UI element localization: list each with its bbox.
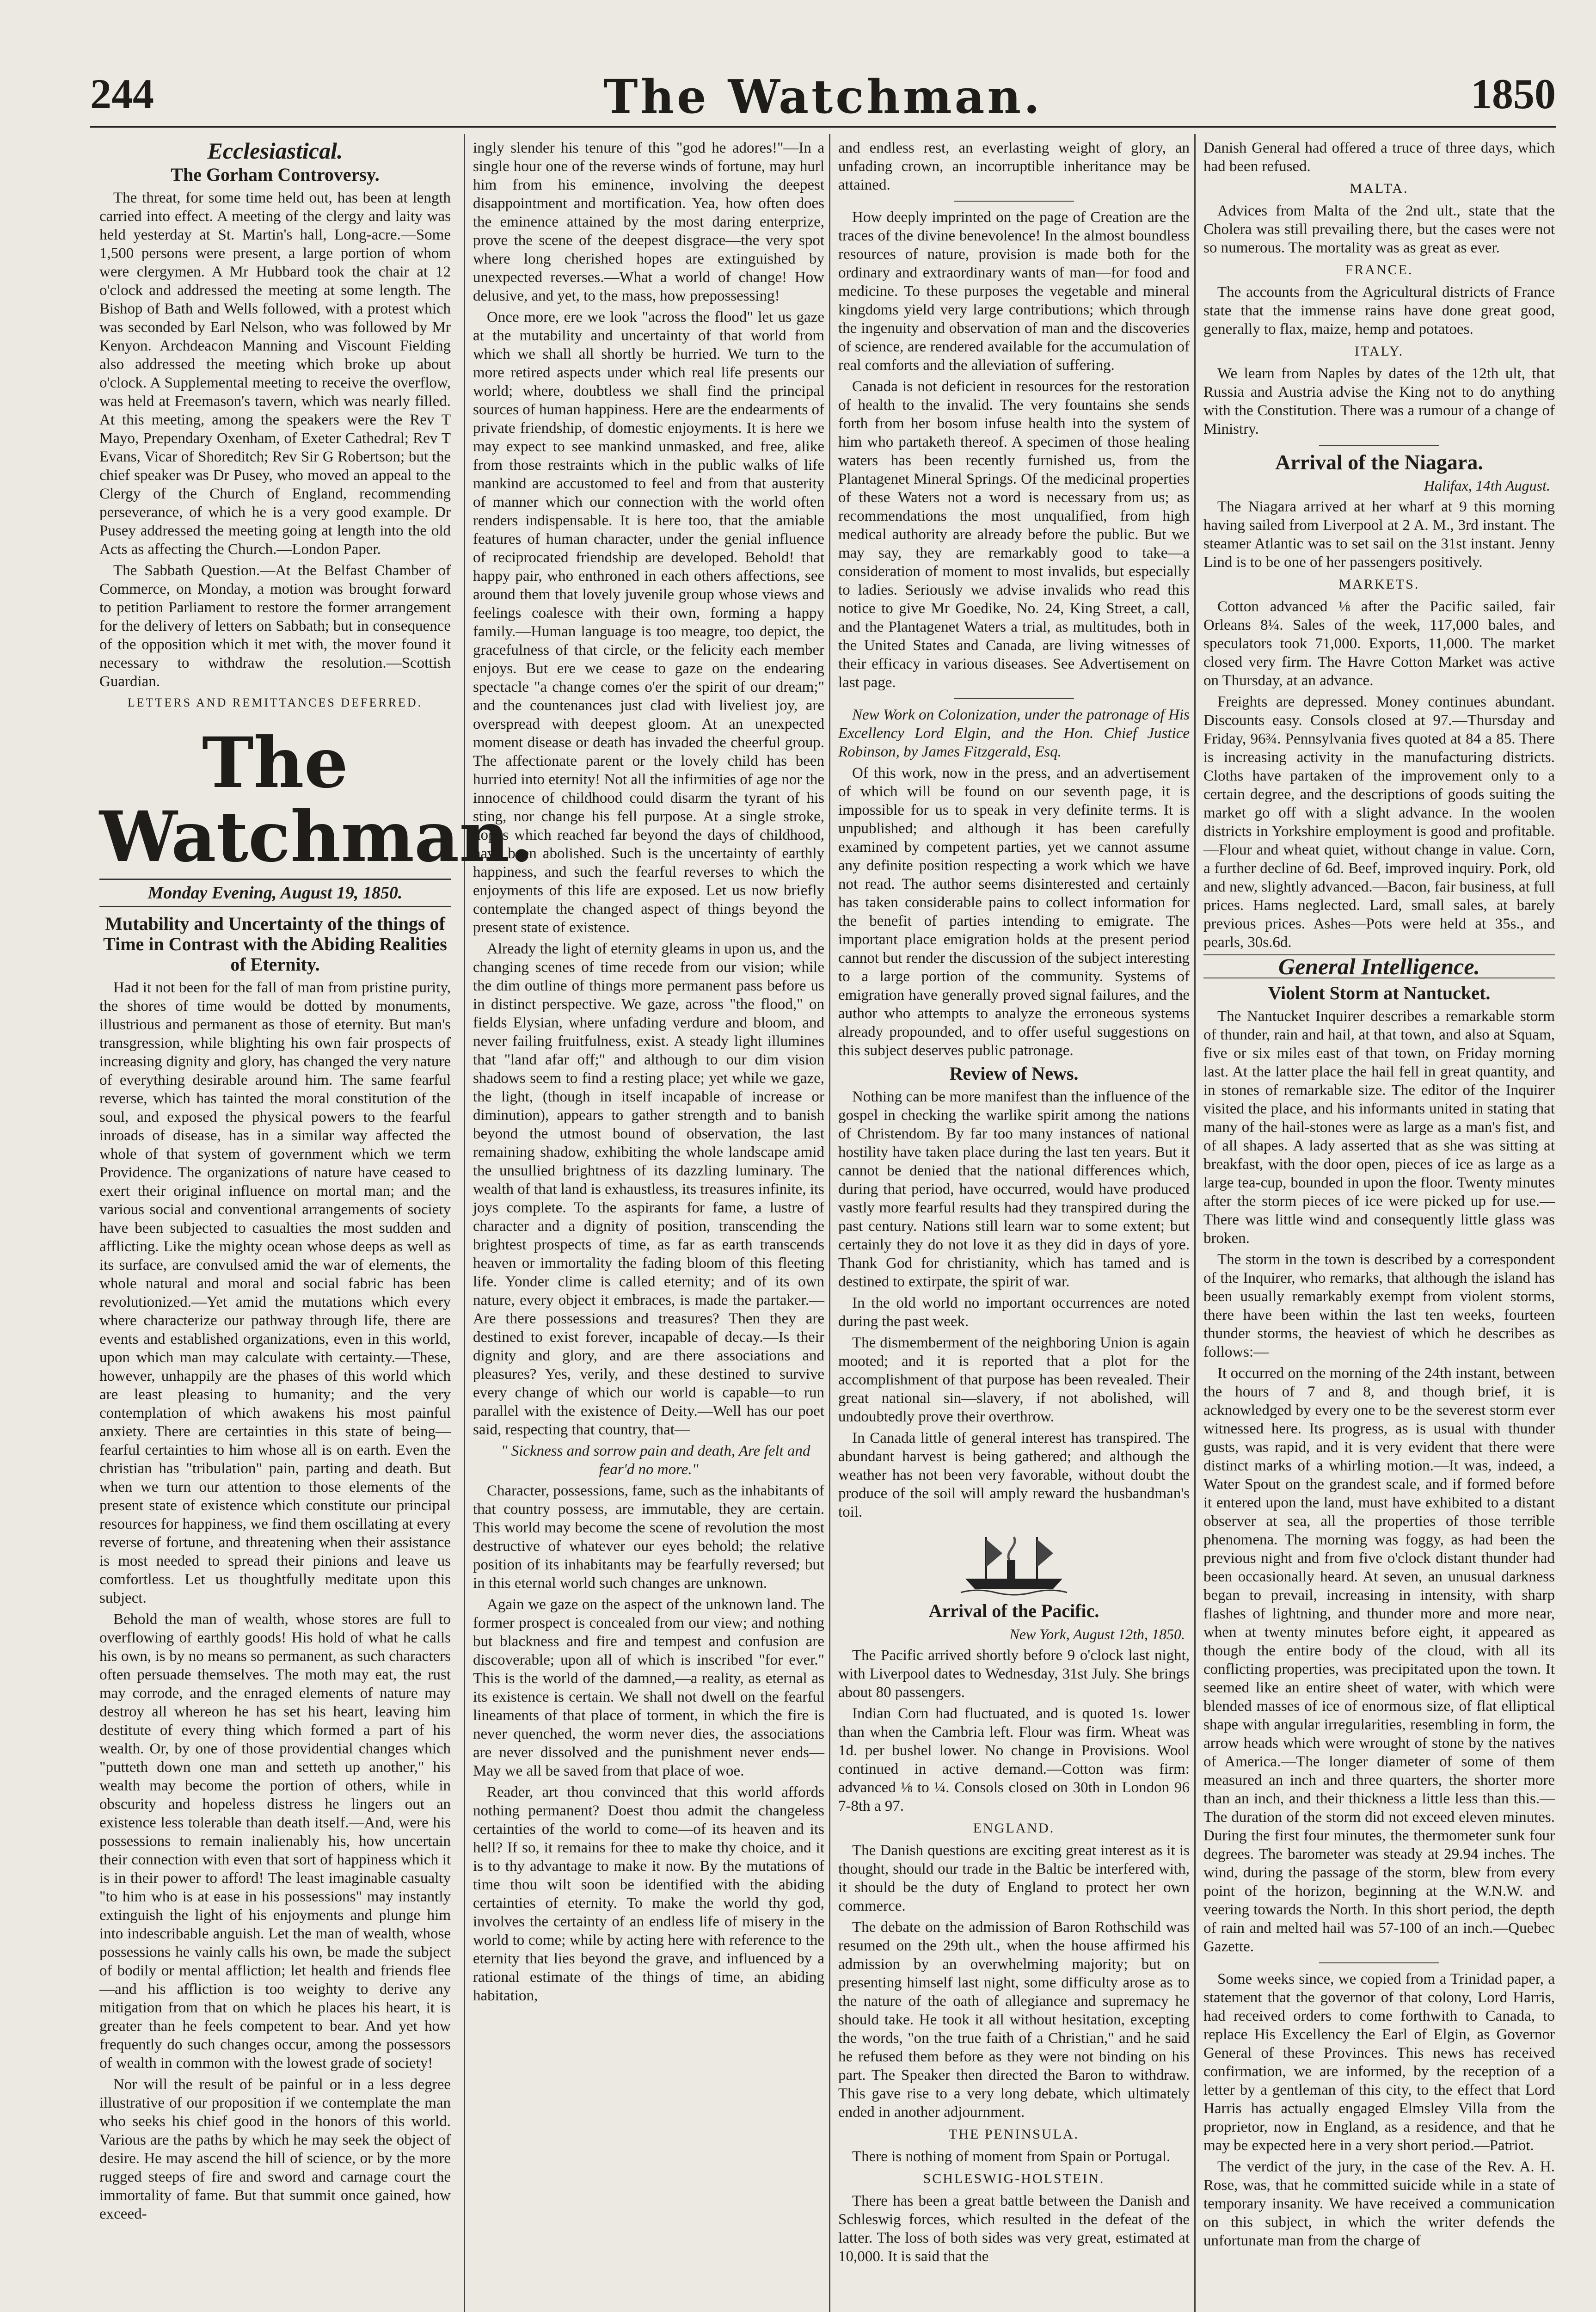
section-title: Ecclesiastical. (207, 138, 343, 164)
divider (1319, 1962, 1439, 1963)
masthead-rule (90, 126, 1556, 128)
masthead (90, 69, 1556, 129)
column-divider (464, 134, 465, 2312)
editorial-paragraph: Character, possessions, fame, such as the inhabitants of that country possess, are immutable, they are certain. This world may become the scene of revolution the most destructive of whatever our eyes behold; the relative position of its inhabitants may be fearfully reversed; but in this eternal world such changes are unknown. (473, 1482, 824, 1592)
subheading: THE PENINSULA. (949, 2127, 1079, 2142)
subheading: ITALY. (1354, 344, 1404, 359)
subheading: MARKETS. (1338, 577, 1420, 592)
article-text: The Sabbath Question.—At the Belfast Chamber of Commerce, on Monday, a motion was brought forward to petition Parliament to restore the former arrangement for the delivery of letters on Sabbath; but in consequence of the opposition which it met with, the mover found it necessary to withdraw the resolution.—Scottish Guardian. (99, 562, 451, 690)
article-text: The verdict of the jury, in the case of the Rev. A. H. Rose, was, that he committed suicide while in a state of temporary insanity. We have received a communication on this subject, in which the writer defends the unfortunate man from the charge of (1203, 2158, 1555, 2249)
divider (954, 698, 1074, 699)
column-4 (1203, 139, 1555, 2253)
article-text: The debate on the admission of Baron Rothschild was resumed on the 29th ult., when the house affirmed his admission by an overwhelming majority; but on presenting himself last night, some difficulty arose as to the nature of the oath of allegiance and supremacy he should take. He took it all without hesitation, excepting the words, "on the true faith of a Christian," and he said he refused them before as they were not binding on his part. The Speaker then directed the Baron to withdraw. This gave rise to a very long debate, which ultimately ended in another adjournment. (838, 1919, 1190, 2121)
issue-dateline: Monday Evening, August 19, 1850. (99, 879, 451, 907)
column-divider (1194, 134, 1196, 2312)
notice: LETTERS AND REMITTANCES DEFERRED. (127, 696, 423, 709)
article-text: How deeply imprinted on the page of Creation are the traces of the divine benevolence! In the almost boundless resources of nature, provision is made both for the ordinary and extraordinary wants of man—for food and medicine. To these purposes the vegetable and mineral kingdoms yield very large contributions; which through the ingenuity and observation of man and the discoveries of science, are rendered available for the accumulation of real comforts and the alleviation of suffering. (838, 209, 1190, 374)
article-text: The Pacific arrived shortly before 9 o'clock last night, with Liverpool dates to Wednesday, 31st July. She brings about 80 passengers. (838, 1647, 1190, 1701)
column-2 (473, 139, 824, 2008)
page-number: 244 (90, 70, 154, 117)
subheading: FRANCE. (1345, 262, 1413, 277)
article-text: The accounts from the Agricultural districts of France state that the immense rains have done great good, generally to flax, maize, hemp and potatoes. (1203, 284, 1555, 338)
article-heading: The Gorham Controversy. (171, 164, 380, 185)
article-text: It occurred on the morning of the 24th instant, between the hours of 7 and 8, and though brief, it is acknowledged by every one to be the severest storm ever witnessed here. Its progress, as is usual with thunder gusts, was rapid, and it is very evident that there were distinct marks of a whirling motion.—It was, indeed, a Water Spout on the grandest scale, and if formed before it entered upon the land, must have exhibited to a distant observer at sea, all the properties of those terrible phenomena. The morning was foggy, as had been the previous night and from five o'clock distant thunder had been occasionally heard. At seven, an unusual darkness began to prevail, increasing in intensity, with sharp flashes of lightning, and thunder more and more near, when at twenty minutes before eight, it appeared as though the entire body of the cloud, with all its conflicting properties, was precipitated upon the town. It seemed like an entire sheet of water, with which were blended masses of ice of enormous size, of flat elliptical shape with angular irregularities, resembling in form, the arrow heads which were wrought of stone by the natives of America.—The longer diameter of some of them measured an inch and three quarters, the shorter more than an inch, and their thickness a little less than this.—The duration of the storm did not exceed eleven minutes. During the first four minutes, the thermometer sunk four degrees. The barometer was steady at 29.94 inches. The wind, during the passage of the storm, blew from every point of the horizon, beginning at the W.N.W. and veering towards the North. In this short period, the depth of rain and melted hail was 57-100 of an inch.—Quebec Gazette. (1203, 1365, 1555, 1955)
editorial-paragraph: Reader, art thou convinced that this world affords nothing permanent? Doest thou admit the changeless certainties of the world to come—of its heaven and its hell? If so, it remains for thee to make thy choice, and it is to thy advantage to make it now. By the mutations of time thou wilt soon be identified with the abiding certainties of eternity. To make the world thy god, involves the certainty of an endless life of misery in the world to come; while by acting here with reference to the eternity that lies beyond the grave, and influenced by a rational estimate of the things of time, an abiding habitation, (473, 1784, 824, 2004)
article-text: In the old world no important occurrences are noted during the past week. (838, 1295, 1190, 1330)
editorial-paragraph: Already the light of eternity gleams in upon us, and the changing scenes of time recede from our vision; while the dim outline of things more permanent pass before us in distinct perspective. We gaze, across "the flood," on fields Elysian, where unfading verdure and bloom, and never failing fruitfulness, exist. A steady light illumines that "land afar off;" and although to our dim vision shadows seem to find a resting place; yet while we gaze, the light, (though in itself incapable of increase or diminution), appears to gather strength and to banish beyond the utmost bound of observation, the last remaining shadow, exhibiting the whole landscape amid the unsullied brightness of its dazzling luminary. The wealth of that land is exhaustless, its treasures infinite, its joys complete. To the aspirants for fame, a lustre of character and a dignity of position, transcending the brightest prospects of time, as far as earth transcends heaven or immortality the fading bloom of this fleeting life. Yonder clime is called eternity; and of its own nature, every object it embraces, is made the partaker.—Are there possessions and treasures? Then they are destined to exist forever, incapable of decay.—Is their dignity and glory, and are there associations and pleasures? Yes, verily, and these destined to survive every change of which our world is capable—to run parallel with the existence of Deity.—Well has our poet said, respecting that country, that— (473, 941, 824, 1438)
editorial-paragraph: and endless rest, an everlasting weight of glory, an unfading crown, an incorruptible inheritance may be attained. (838, 140, 1190, 193)
section-title: General Intelligence. (1203, 954, 1555, 978)
masthead-title: The Watchman. (603, 69, 1043, 124)
subheading: MALTA. (1350, 181, 1409, 196)
editorial-paragraph: Had it not been for the fall of man from pristine purity, the shores of time would be dotted by monuments, illustrious and permanent as those of eternity. But man's transgression, while blighting his own fair prospects of increasing dignity and glory, has changed the very nature of everything desirable around him. The same fearful reverse, which has tainted the moral constitution of the soul, and exposed the physical powers to the fearful inroads of disease, has in a similar way affected the whole of that system of government which we term Providence. The organizations of nature have ceased to exert their original influence on mortal man; and the various social and conventional arrangements of society have been subjected to casualties the most sudden and afflicting. Like the mighty ocean whose deeps as well as its surface, are convulsed amid the war of elements, the whole natural and moral and social fabric has been revolutionized.—Yet amid the mutations which every where characterize our pathway through life, there are events and established organizations, even in this world, upon which man may calculate with certainty.—These, however, unhappily are the phases of this world which are least pleasing to humanity; and the very contemplation of which awakens his most painful anxiety. There are certainties in this state of being—fearful certainties to him whose all is on earth. Even the christian has "tribulation" pain, parting and death. But when we turn our attention to those elements of the present state of existence which constitute our principal resources for happiness, we find them oscillating at every reverse of fortune, and threatening when their assistance is most needed to spread their pinions and leave us comfortless. Let us thoughtfully meditate upon this subject. (99, 979, 451, 1606)
article-text: There is nothing of moment from Spain or Portugal. (852, 2148, 1171, 2165)
article-text: Indian Corn had fluctuated, and is quoted 1s. lower than when the Cambria left. Flour was firm. Wheat was 1d. per bushel lower. No change in Provisions. Wool continued in active demand.—Cotton was firm: advanced ⅛ to ¼. Consols closed on 30th in London 96 7-8th a 97. (838, 1705, 1190, 1814)
article-text: In Canada little of general interest has transpired. The abundant harvest is being gathered; and although the weather has not been very favorable, without doubt the produce of the soil will amply reward the husbandman's toil. (838, 1430, 1190, 1520)
article-text: Advices from Malta of the 2nd ult., state that the Cholera was still prevailing there, but the cases were not so numerous. The mortality was as great as ever. (1203, 203, 1555, 256)
subheading: ENGLAND. (973, 1820, 1055, 1836)
editorial-paragraph: Behold the man of wealth, whose stores are full to overflowing of earthly goods! His hold of what he calls his own, is by no means so permanent, as such characters often persuade themselves. The moth may eat, the rust may corrode, and the enraged elements of nature may destroy all whereon he has set his heart, leaving him destitute of every thing which formed a part of his wealth. Or, by one of those providential changes which "putteth down one man and setteth up another," his wealth may become the portion of others, while in obscurity and hopeless distress he lingers out an existence less tolerable than death itself.—And, were his possessions to remain inalienably his, how uncertain their connection with even that sort of happiness which it is in their power to afford! The least imaginable casualty "to him who is at ease in his possessions" may instantly extinguish the light of his enjoyments and plunge him into indescribable anguish. Let the man of wealth, whose possessions he vainly calls his own, be made the subject of bodily or mental affliction; let health and friends flee—and his affliction is too weighty to derive any mitigation from that on which he places his heart, it is greater than he feels competent to bear. And yet how frequently do such changes occur, among the possessors of wealth in common with the lowest grade of society! (99, 1611, 451, 2072)
article-text: The threat, for some time held out, has been at length carried into effect. A meeting of the clergy and laity was held yesterday at St. Martin's hall, Long-acre.—Some 1,500 persons were present, a large portion of whom were clergymen. A Mr Hubbard took the chair at 12 o'clock and addressed the meeting at some length. The Bishop of Bath and Wells followed, with a protest which was seconded by Earl Nelson, who was followed by Mr Kenyon. Archdeacon Manning and Viscount Fielding also addressed the meeting which broke up about o'clock. A Supplemental meeting to receive the overflow, was held at Freemason's tavern, which was nearly filled. At this meeting, among the speakers were the Rev T Mayo, Prependary Oxenham, of Exeter Cathedral; Rev T Evans, Vicar of Shoreditch; Rev Sir G Robertson; but the chief speaker was Dr Pusey, who moved an appeal to the Clergy of the Church of England, recommending perseverance, of which he is a very good example. Dr Pusey addressed the meeting going at length into the old Acts as affecting the Church.—London Paper. (99, 190, 451, 558)
article-text: There has been a great battle between the Danish and Schleswig forces, which resulted in the defeat of the latter. The loss of both sides was very great, estimated at 10,000. It is said that the (838, 2193, 1190, 2265)
article-text: The Nantucket Inquirer describes a remarkable storm of thunder, rain and hail, at that town, and also at Squam, five or six miles east of that town, on Friday morning last. At the latter place the hail fell in great quantity, and in stones of remarkable size. The editor of the Inquirer visited the place, and his informants united in stating that many of the hail-stones were as large as a man's fist, and of all shapes. A lady asserted that as she was sitting at breakfast, with the door open, pieces of ice as large as a large tea-cup, bounded in upon the floor. Twenty minutes after the storm pieces of ice were picked up for use.—There was little wind and consequently little glass was broken. (1203, 1008, 1555, 1247)
article-dateline: New York, August 12th, 1850. (1009, 1626, 1185, 1642)
article-heading: New Work on Colonization, under the patronage of His Excellency Lord Elgin, and the Hon. Chief Justice Robinson, by James Fitzgerald, Esq. (838, 707, 1190, 760)
article-text: Freights are depressed. Money continues abundant. Discounts easy. Consols closed at 97.—Thursday and Friday, 96¾. Pennsylvania fives quoted at 84 a 85. There is increasing activity in the manufacturing districts. Cloths have partaken of the improvement only to a certain degree, and the descriptions of goods suiting the market go off with a slight advance. In the woolen districts in Yorkshire employment is good and profitable.—Flour and wheat quiet, without change in value. Corn, a further decline of 6d. Beef, improved inquiry. Pork, old and new, slightly advanced.—Bacon, fair business, at full prices. Hams neglected. Lard, small sales, at barely previous prices. Ashes—Pots were held at 35s., and pearls, 30s.6d. (1203, 694, 1555, 951)
column-3 (838, 139, 1190, 2269)
article-text: Cotton advanced ⅛ after the Pacific sailed, fair Orleans 8¼. Sales of the week, 117,000 bales, and speculators took 71,000. Exports, 11,000. The market closed very firm. The Havre Cotton Market was active on Thursday, at an advance. (1203, 598, 1555, 689)
poem-quote: " Sickness and sorrow pain and death, Are felt and fear'd no more." (501, 1443, 810, 1478)
article-text: The Niagara arrived at her wharf at 9 this morning having sailed from Liverpool at 2 A. M., 3rd instant. The steamer Atlantic was to set sail on the 31st instant. Jenny Lind is to be one of her passengers positively. (1203, 498, 1555, 571)
article-text: Of this work, now in the press, and an advertisement of which will be found on our seventh page, it is impossible for us to speak in very definite terms. It is unpublished; and although it has been carefully examined by competent parties, yet we cannot assume any definite position respecting a work which we have not read. The author seems disinterested and certainly has taken considerable pains to collect information for the benefit of parties intending to emigrate. The important place emigration holds at the present period cannot but render the discussion of the subject interesting to a large portion of the community. Systems of emigration have generally proved signal failures, and the author who attempts to analyze the erroneous systems already propounded, and to offer useful suggestions on this subject deserves public patronage. (838, 765, 1190, 1059)
divider (954, 201, 1074, 202)
article-text: We learn from Naples by dates of the 12th ult, that Russia and Austria advise the King not to do anything with the Constitution. There was a rumour of a change of Ministry. (1203, 365, 1555, 437)
article-heading: Arrival of the Niagara. (1275, 450, 1483, 474)
column-1 (99, 138, 534, 2226)
article-text: The storm in the town is described by a correspondent of the Inquirer, who remarks, that although the island has been usually remarkably exempt from violent storms, there have been within the last ten weeks, fourteen thunder storms, the heaviest of which he describes as follows:— (1203, 1251, 1555, 1360)
article-heading: Violent Storm at Nantucket. (1268, 983, 1491, 1003)
article-text: The Danish questions are exciting great interest as it is thought, should our trade in the Baltic be interfered with, it should be the duty of England to protect her own commerce. (838, 1842, 1190, 1914)
divider (1319, 445, 1439, 446)
paper-title: The Watchman. (99, 722, 534, 878)
steamship-icon (958, 1528, 1069, 1597)
article-text: Nothing can be more manifest than the influence of the gospel in checking the warlike spirit among the nations of Christendom. By far too many instances of national hostility have taken place during the last ten years. But it cannot be denied that the national differences which, during that period, have occurred, would have produced vastly more fearful results had they transpired during the past century. Nations still learn war to some extent; but certainly they do not love it as they did in days of yore. Thank God for christianity, which has tamed and is destined to extirpate, the spirit of war. (838, 1088, 1190, 1290)
article-heading: Review of News. (949, 1063, 1079, 1084)
column-divider (829, 134, 830, 2312)
article-text: Danish General had offered a truce of three days, which had been refused. (1203, 140, 1555, 175)
masthead-year: 1850 (1471, 70, 1556, 117)
article-dateline: Halifax, 14th August. (1424, 477, 1550, 494)
article-text: The dismemberment of the neighboring Union is again mooted; and it is reported that a plot for the accomplishment of that purpose has been revealed. Their great national sin—slavery, if not abolished, will undoubtedly prove their overthrow. (838, 1334, 1190, 1425)
editorial-heading: Mutability and Uncertainty of the things of Time in Contrast with the Abiding Realities of Eternity. (103, 913, 447, 975)
article-heading: Arrival of the Pacific. (928, 1600, 1099, 1621)
editorial-paragraph: ingly slender his tenure of this "god he adores!"—In a single hour one of the reverse winds of fortune, may hurl him from his eminence, involving the deepest disappointment and mortification. Yea, how often does the eminence attained by the most daring enterprize, prove the scene of the deepest disgrace—the very spot where long cherished hopes are extinguished by unexpected reverses.—What a world of change! How delusive, and yet, to the mass, how prepossessing! (473, 140, 824, 304)
editorial-paragraph: Once more, ere we look "across the flood" let us gaze at the mutability and uncertainty of that world from which we shall all shortly be hurried. We turn to the more retired aspects under which real life presents our world; where, doubtless we shall find the principal sources of human happiness. Here are the endearments of private friendship, of domestic enjoyments. It is here we may expect to see mankind unmasked, and free, alike from those restraints which in the public walks of life mankind are accustomed to feel and from that austerity of manner which our connection with the world often renders indispensable. It is here too, that the amiable features of human character, under the genial influence of reciprocated friendship are developed. Behold! that happy pair, who enthroned in each others affections, see around them that lovely juvenile group whose views and feelings coalesce with their own, forming a happy family.—Human language is too meagre, too depict, the gracefulness of that circle, or the felicity each member enjoys. But ere we cease to gaze on the endearing spectacle "a change comes o'er the spirit of our dream;" and the countenances just clad with liveliest joy, are overspread with deepest gloom. At an unexpected moment disease or death has invaded the cheerful group. The affectionate parent or the lovely child has been hurried into eternity! Not all the infirmities of age nor the innocence of childhood could disarm the tyrant of his sting, nor change his fell purpose. At a single stroke, hopes which reached far beyond the days of childhood, have been abolished. Such is the uncertainty of earthly happiness, and such the fearful reverses to which the enjoyments of this life are exposed. Let us now briefly contemplate the changed aspect of things beyond the present state of existence. (473, 309, 824, 936)
editorial-paragraph: Again we gaze on the aspect of the unknown land. The former prospect is concealed from our view; and nothing but blackness and fire and tempest and confusion are discoverable; upon all of which is inscribed "for ever." This is the world of the damned,—a reality, as eternal as its existence is certain. We shall not dwell on the fearful lineaments of that place of torment, in which the fire is never quenched, the worm never dies, the associations are never dissolved and the punishment never ends—May we all be saved from that place of woe. (473, 1596, 824, 1779)
article-text: Canada is not deficient in resources for the restoration of health to the invalid. The very fountains she sends forth from her bosom infuse health into the system of him who partaketh thereof. A specimen of those healing waters has been recently furnished us, from the Plantagenet Mineral Springs. Of the medicinal properties of these Waters not a word is necessary from us; as recommendations the most unqualified, from high medical authority are already before the public. But we may say, they are remarkably good to take—a consideration of moment to most invalids, but especially to ladies. Seriously we advise invalids who read this notice to give Mr Goedike, No. 24, King Street, a call, and the Plantagenet Waters a trial, as multitudes, both in the United States and Canada, are living witnesses of their efficacy in various diseases. See Advertisement on last page. (838, 378, 1190, 691)
article-text: Some weeks since, we copied from a Trinidad paper, a statement that the governor of that colony, Lord Harris, had received orders to come forthwith to Canada, to replace His Excellency the Earl of Elgin, as Governor General of these Provinces. This news has received confirmation, we are informed, by the reception of a letter by a gentleman of this city, to the effect that Lord Harris has actually engaged Elmsley Villa from the proprietor, now in England, as a residence, and that he may be expected here in a very short period.—Patriot. (1203, 1971, 1555, 2154)
editorial-paragraph: Nor will the result of be painful or in a less degree illustrative of our proposition if we contemplate the man who seeks his chief good in the honors of this world. Various are the paths by which he may seek the object of desire. He may ascend the hill of science, or by the more rugged steeps of fire and sword and carnage court the immortality of fame. But that summit once gained, how exceed- (99, 2076, 451, 2222)
subheading: SCHLESWIG-HOLSTEIN. (923, 2171, 1105, 2186)
